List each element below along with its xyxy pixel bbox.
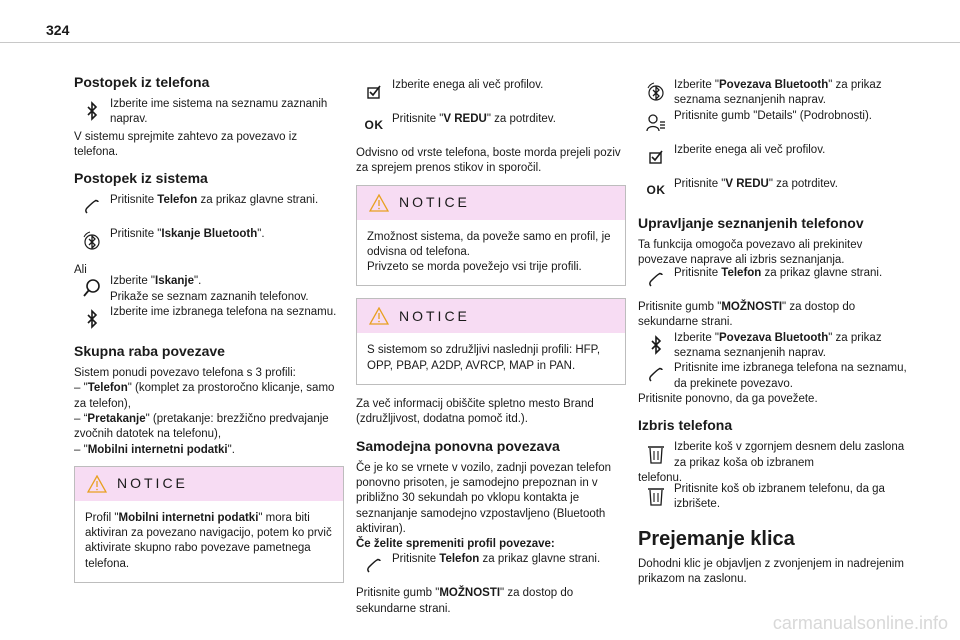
phone-handset-icon: [638, 361, 674, 389]
share-profile-phone: – "Telefon" (komplet za prostoročno klicanje, samo za telefon),: [74, 382, 335, 410]
step-press-phone: Pritisnite Telefon za prikaz glavne strani.: [74, 193, 344, 221]
column-left: [74, 64, 344, 595]
step-search: Izberite "Iskanje". Prikaže se seznam zaznanih telefonov.: [74, 274, 344, 305]
step-select-profiles: Izberite enega ali več profilov.: [638, 143, 908, 171]
auto-reconnect-text: Če je ko se vrnete v vozilo, zadnji povezan telefon ponovno prisoten, je samodejno prepoznan in v približno 30 sekundah po vklopu kontakta je seznanjanje samodejno vzpostavljeno (Bluetooth aktiviran).: [356, 461, 612, 535]
step-bluetooth-search: Pritisnite "Iskanje Bluetooth".: [74, 227, 344, 255]
phone-handset-icon: [356, 552, 392, 580]
delete-text: telefonu.: [638, 471, 683, 484]
header-divider: [0, 42, 960, 43]
step-select-system: Izberite ime sistema na seznamu zaznanih naprav.: [74, 97, 344, 128]
heading-receiving-call: Prejemanje klica: [638, 527, 795, 550]
step-bluetooth-connection: Izberite "Povezava Bluetooth" za prikaz seznama seznanjenih naprav.: [638, 78, 908, 109]
page-number: 324: [46, 22, 70, 38]
column-middle: [356, 74, 626, 623]
step-bluetooth-connection: Izberite "Povezava Bluetooth" za prikaz seznama seznanjenih naprav.: [638, 331, 908, 362]
notice-box: [74, 466, 344, 583]
receiving-call-text: Dohodni klic je objavljen z zvonjenjem in nadrejenim prikazom na zaslonu.: [638, 557, 904, 586]
notice-box: [356, 185, 626, 287]
phone-handset-icon: [638, 266, 674, 294]
change-profile-heading: Če želite spremeniti profil povezave:: [356, 538, 555, 551]
warning-icon: [87, 475, 107, 493]
checkbox-icon: [638, 143, 674, 171]
search-icon: [74, 274, 110, 302]
heading-connection-sharing: Skupna raba povezave: [74, 343, 225, 360]
notice-title: NOTICE: [399, 307, 470, 324]
heading-auto-reconnect: Samodejna ponovna povezava: [356, 437, 560, 454]
transfer-note: Odvisno od vrste telefona, boste morda prejeli poziv za sprejem prenos stikov in sporočil.: [356, 147, 621, 175]
step-press-phone: Pritisnite Telefon za prikaz glavne strani.: [638, 266, 908, 294]
heading-phone-procedure: Postopek iz telefona: [74, 74, 210, 90]
step-confirm: OK Pritisnite "V REDU" za potrditev.: [638, 177, 908, 205]
step-select-phone: Izberite ime izbranega telefona na seznamu.: [74, 305, 344, 333]
notice-body: S sistemom so združljivi naslednji profili: HFP, OPP, PBAP, A2DP, AVRCP, MAP in PAN.: [367, 344, 601, 372]
trash-icon: [638, 440, 674, 468]
ok-icon: OK: [364, 118, 384, 133]
step-press-trash: Pritisnite koš ob izbranem telefonu, da ga izbrišete.: [638, 482, 908, 513]
details-icon: [638, 109, 674, 137]
notice-header: [357, 186, 625, 220]
step-select-trash: Izberite koš v zgornjem desnem delu zaslona za prikaz koša ob izbranem: [638, 440, 908, 471]
watermark: carmanualsonline.info: [772, 613, 948, 633]
notice-body: Zmožnost sistema, da poveže samo en profil, je odvisna od telefona. Privzeto se morda povežejo vsi trije profili.: [367, 230, 611, 274]
step-disconnect: Pritisnite ime izbranega telefona na seznamu, da prekinete povezavo.: [638, 361, 908, 392]
notice-title: NOTICE: [117, 475, 188, 492]
bluetooth-icon: [638, 331, 674, 359]
share-intro: Sistem ponudi povezavo telefona s 3 profili:: [74, 367, 296, 380]
notice-title: NOTICE: [399, 193, 470, 210]
heading-system-procedure: Postopek iz sistema: [74, 170, 208, 187]
step-confirm: OK Pritisnite "V REDU" za potrditev.: [356, 112, 626, 140]
reconnect-text: Pritisnite ponovno, da ga povežete.: [638, 392, 818, 405]
warning-icon: [369, 194, 389, 212]
share-profile-mobile-data: – "Mobilni internetni podatki".: [74, 443, 235, 456]
checkbox-icon: [356, 78, 392, 106]
notice-header: [357, 299, 625, 333]
bluetooth-search-icon: [74, 227, 110, 255]
more-info-text: Za več informacij obiščite spletno mesto Brand (združljivost, dodatna pomoč itd.).: [356, 398, 594, 426]
step-press-phone: Pritisnite Telefon za prikaz glavne strani.: [356, 552, 626, 580]
trash-icon: [638, 482, 674, 510]
column-right: [638, 74, 908, 593]
warning-icon: [369, 307, 389, 325]
heading-delete-phone: Izbris telefona: [638, 417, 733, 434]
notice-header: [75, 467, 343, 501]
phone-handset-icon: [74, 193, 110, 221]
step-select-profiles: Izberite enega ali več profilov.: [356, 78, 626, 106]
or-text: Ali: [74, 264, 87, 277]
bluetooth-icon: [74, 305, 110, 333]
heading-manage-paired: Upravljanje seznanjenih telefonov: [638, 214, 864, 231]
share-profile-streaming: – “Pretakanje" (pretakanje: brezžično predvajanje zvočnih datotek na telefonu),: [74, 412, 329, 441]
phone-accept-text: V sistemu sprejmite zahtevo za povezavo iz telefona.: [74, 130, 298, 158]
ok-icon: OK: [646, 182, 666, 197]
manage-intro: Ta funkcija omogoča povezavo ali prekinitev povezave naprave ali izbris seznanjanja.: [638, 238, 863, 266]
manage-options-text: Pritisnite gumb "MOŽNOSTI" za dostop do sekundarne strani.: [638, 301, 856, 329]
notice-body: Profil "Mobilni internetni podatki" mora biti aktiviran za povezano navigacijo, potem ko prvič aktivirate skupno rabo povezave pametnega telefona.: [85, 511, 332, 570]
step-details: Pritisnite gumb "Details" (Podrobnosti).: [638, 109, 908, 137]
bluetooth-connection-icon: [638, 78, 674, 106]
bluetooth-icon: [74, 97, 110, 125]
options-text: Pritisnite gumb "MOŽNOSTI" za dostop do sekundarne strani.: [356, 587, 574, 615]
notice-box: [356, 298, 626, 385]
